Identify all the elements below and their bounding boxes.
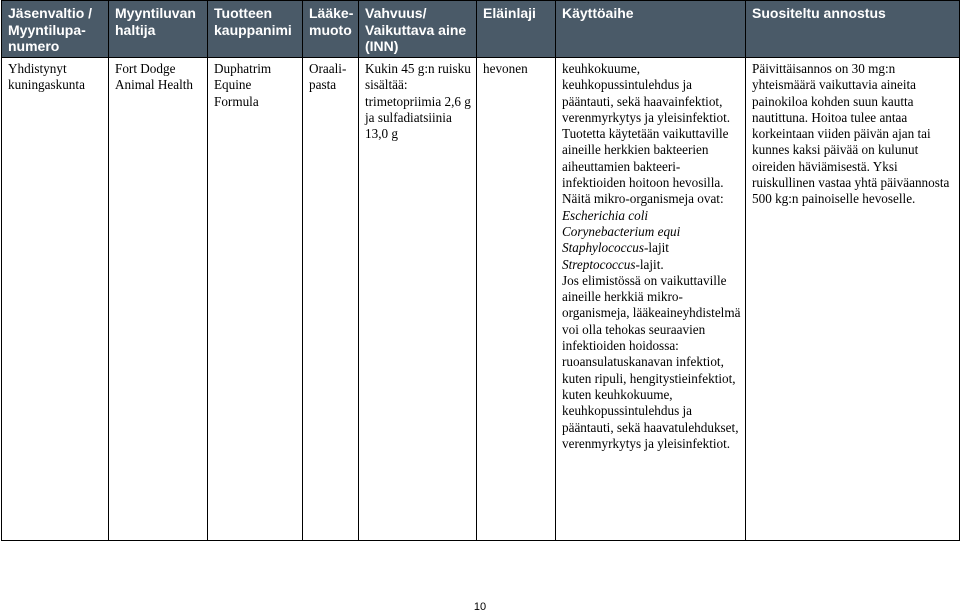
cell-form: Oraali-pasta xyxy=(303,58,359,541)
header-species: Eläinlaji xyxy=(477,1,556,58)
organism-streptococcus: Streptococcus xyxy=(562,256,636,272)
header-strength: Vahvuus/ Vaikuttava aine (INN) xyxy=(359,1,477,58)
cell-dosage: Päivittäisannos on 30 mg:n yhteismäärä vaikuttavia aineita painokiloa kohden suun kautta nautittuna. Hoitoa tulee antaa korkeintaan viiden päivän ajan tai kunnes kaksi päivää on kulunut oireiden häviämisestä. Yksi ruiskullinen vastaa yhtä päiväannosta 500 kg:n painoiselle hevoselle. xyxy=(746,58,960,541)
cell-strength: Kukin 45 g:n ruisku sisältää: trimetopriimia 2,6 g ja sulfadiatsiinia 13,0 g xyxy=(359,58,477,541)
indication-intro: Tuotetta käytetään vaikuttaville aineille herkkien bakteerien aiheuttamien bakteeri-infektioiden hoitoon hevosilla. Näitä mikro-organismeja ovat: xyxy=(562,126,729,207)
page-number: 10 xyxy=(473,601,487,613)
indication-bottom: Jos elimistössä on vaikuttaville aineille herkkiä mikro-organismeja, lääkeaineyhdistelmä voi olla tehokas seuraavien infektioiden hoidossa: ruoansulatuskanavan infektiot, kuten ripuli, hengitystieinfektiot, kuten keuhkokuume, keuhkopussintulehdus ja pääntauti, sekä haavatulehdukset, verenmyrkytys ja yleisinfektiot. xyxy=(562,272,741,451)
cell-country: Yhdistynyt kuningaskunta xyxy=(2,58,109,541)
header-holder: Myyntiluvan haltija xyxy=(109,1,208,58)
organism-staphylococcus: Staphylococcus xyxy=(562,240,645,256)
product-table xyxy=(1,0,960,541)
organism-corynebacterium: Corynebacterium equi xyxy=(562,223,681,239)
header-form: Lääke-muoto xyxy=(303,1,359,58)
organism-staphylococcus-suffix: -lajit xyxy=(644,240,669,256)
table-row xyxy=(2,58,960,541)
header-indication: Käyttöaihe xyxy=(556,1,746,58)
header-dosage: Suositeltu annostus xyxy=(746,1,960,58)
organism-streptococcus-suffix: -lajit. xyxy=(635,256,664,272)
cell-species: hevonen xyxy=(477,58,556,541)
header-product: Tuotteen kauppanimi xyxy=(208,1,303,58)
cell-holder: Fort Dodge Animal Health xyxy=(109,58,208,541)
header-country: Jäsenvaltio / Myyntilupa-numero xyxy=(2,1,109,58)
header-row xyxy=(2,1,960,58)
indication-body xyxy=(562,126,741,452)
cell-indication xyxy=(556,58,746,541)
cell-product: Duphatrim Equine Formula xyxy=(208,58,303,541)
indication-top: keuhkokuume, keuhkopussintulehdus ja pääntauti, sekä haavainfektiot, verenmyrkytys ja yleisinfektiot. xyxy=(562,61,731,125)
organism-ecoli: Escherichia coli xyxy=(562,207,649,223)
